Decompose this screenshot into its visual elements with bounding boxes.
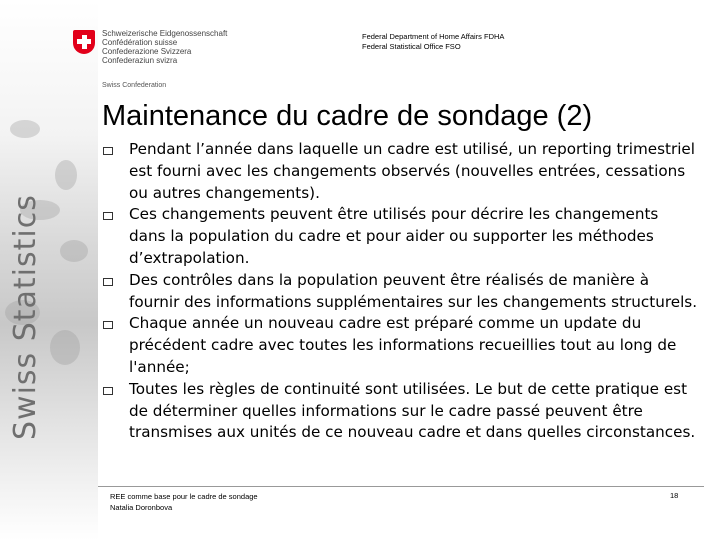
- confederation-line: Confederaziun svizra: [102, 56, 178, 65]
- bullet-item: [103, 270, 698, 314]
- bullet-item: [103, 313, 698, 378]
- footer-divider: [98, 486, 704, 487]
- bullet-text: Toutes les règles de continuité sont utilisées. Le but de cette pratique est de déterminer quelles informations sur le cadre passé peuvent être transmises aux unités de ce nouveau cadre et dans quelles circonstances.: [129, 379, 696, 442]
- bullet-list: [103, 139, 698, 444]
- slide-title: Maintenance du cadre de sondage (2): [102, 100, 593, 132]
- bullet-text: Pendant l’année dans laquelle un cadre est utilisé, un reporting trimestriel est fourni avec les changements observés (nouvelles entrées, cessations ou autres changements).: [129, 140, 696, 202]
- bullet-text: Chaque année un nouveau cadre est préparé comme un update du précédent cadre avec toutes les informations recueillies tout au long de l'année;: [129, 314, 677, 376]
- bullet-text: Ces changements peuvent être utilisés pour décrire les changements dans la population du cadre et pour aider ou supporter les méthodes d’extrapolation.: [129, 205, 659, 267]
- footer-line-text: REE comme base pour le cadre de sondage: [110, 492, 258, 501]
- confederation-line: Confederazione Svizzera: [102, 47, 192, 56]
- sidebar-photo-shape: [10, 120, 40, 138]
- bullet-item: [103, 204, 698, 269]
- sidebar-photo-shape: [60, 240, 88, 262]
- bullet-text: Des contrôles dans la population peuvent être réalisés de manière à fournir des informations supplémentaires sur les changements structurels.: [129, 270, 698, 311]
- square-bullet-icon: [103, 147, 113, 155]
- footer-line-text: Natalia Doronbova: [110, 503, 173, 512]
- confederation-block: [102, 29, 227, 65]
- square-bullet-icon: [103, 212, 113, 220]
- department-line: Federal Department of Home Affairs FDHA: [362, 32, 505, 41]
- bullet-item: [103, 379, 698, 444]
- department-block: [362, 32, 504, 52]
- department-line: Federal Statistical Office FSO: [362, 42, 461, 51]
- confederation-line: Confédération suisse: [102, 38, 178, 47]
- footer-text: [110, 491, 258, 513]
- page-number: 18: [670, 491, 679, 500]
- sidebar-photo-shape: [50, 330, 80, 365]
- square-bullet-icon: [103, 321, 113, 329]
- bullet-item: [103, 139, 698, 204]
- square-bullet-icon: [103, 387, 113, 395]
- confederation-sub: Swiss Confederation: [102, 82, 167, 89]
- confederation-line: Schweizerische Eidgenossenschaft: [102, 29, 228, 38]
- square-bullet-icon: [103, 278, 113, 286]
- sidebar-label: Swiss Statistics: [8, 194, 43, 440]
- sidebar-photo: [0, 0, 98, 540]
- swiss-flag-icon: [73, 30, 95, 54]
- sidebar-photo-shape: [55, 160, 77, 190]
